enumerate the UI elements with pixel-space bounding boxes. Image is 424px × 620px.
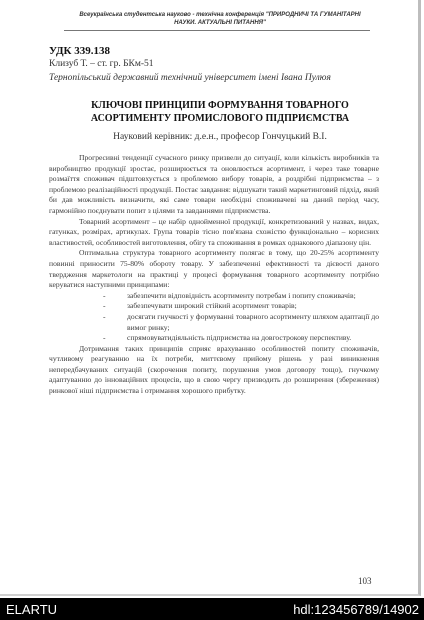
paragraph: Прогресивні тенденції сучасного ринку призвели до ситуації, коли кількість виробників та виробництво продукції зростає, розширюється та оновлюється асортимент, і через таке товарне розмаїття споживач підштовхується з проблемою вибору товарів, а роздрібні підприємства – з проблемою реалізаційності продукції. Постає завдання: відшукати такий маркетинговий підхід, який би дав можливість визначити, які саме товари необхідні споживачеві на даний період часу, гармонійно поєднувати попит з цілями та завданнями підприємства.	[49, 153, 379, 215]
paragraph: Оптимальна структура товарного асортименту полягає в тому, що 20-25% асортименту повинні приносити 75-80% обороту товару. У забезпеченні ефективності та дієвості даного твердження маркетологи на практиці у процесі формування товарного асортименту потрібно керуватися наступними принципами:	[49, 248, 379, 290]
repository-name: ELARTU	[6, 602, 58, 617]
paragraph: Товарний асортимент – це набір однойменної продукції, конкретизований у назвах, видах, гатунках, розмірах, артикулах. Група товарів тісно пов'язана схожістю функціонально – корисних властивостей, особливостей виготовлення, обігу та споживання в ромках однакового діапазону цін.	[49, 216, 379, 247]
principles-list	[49, 291, 379, 344]
list-item	[49, 301, 379, 312]
bullet-dash: -	[103, 301, 106, 311]
bullet-dash: -	[103, 290, 106, 300]
conference-header: Всеукраїнська студентська науково - технічна конференція "ПРИРОДНИЧІ ТА ГУМАНІТАРНІ НАУКИ. АКТУАЛЬНІ ПИТАННЯ"	[79, 12, 361, 26]
udk-code: УДК 339.138	[49, 45, 111, 57]
handle-id[interactable]: hdl:123456789/14902	[293, 602, 419, 617]
author-line: Клизуб Т. – ст. гр. БКм-51	[49, 59, 154, 69]
footer-bar	[0, 598, 424, 620]
list-item-text: забезпечити відповідність асортименту потребам і попиту споживачів;	[127, 290, 356, 300]
page-number: 103	[358, 576, 372, 586]
supervisor-line: Науковий керівник: д.е.н., професор Гончуцький В.І.	[113, 132, 327, 142]
article-body	[49, 153, 379, 397]
university-name: Тернопільський державний технічний університет імені Івана Пулюя	[49, 73, 331, 83]
closing-paragraph: Дотримання таких принципів сприяє врахуванню особливостей попиту споживачів, чутливому реагуванню на їх потреби, миттєвому прийому рішень у разі виникнення непередбачуваних ситуацій (скорочення попиту, порушення умов договору тощо), гнучкому адаптуванню до інноваційних процесів, що в свою чергу призводить до розширення (збереження) ринкової ніші підприємства і отримання хорошого прибутку.	[49, 343, 379, 396]
bullet-dash: -	[103, 311, 106, 321]
list-item	[49, 291, 379, 302]
header-divider	[64, 30, 370, 31]
list-item	[49, 312, 379, 333]
article-title: КЛЮЧОВІ ПРИНЦИПИ ФОРМУВАННЯ ТОВАРНОГО АСОРТИМЕНТУ ПРОМИСЛОВОГО ПІДПРИЄМСТВА	[90, 100, 350, 124]
list-item-text: досягати гнучкості у формуванні товарного асортименту шляхом адаптації до вимог ринку;	[127, 311, 379, 332]
list-item-text: забезпечувати широкий стійкий асортимент товарів;	[127, 301, 297, 311]
bullet-dash: -	[103, 333, 106, 343]
list-item-text: спрямовуватидіяльність підприємства на довгострокову перспективу.	[127, 333, 352, 343]
list-item	[49, 333, 379, 344]
